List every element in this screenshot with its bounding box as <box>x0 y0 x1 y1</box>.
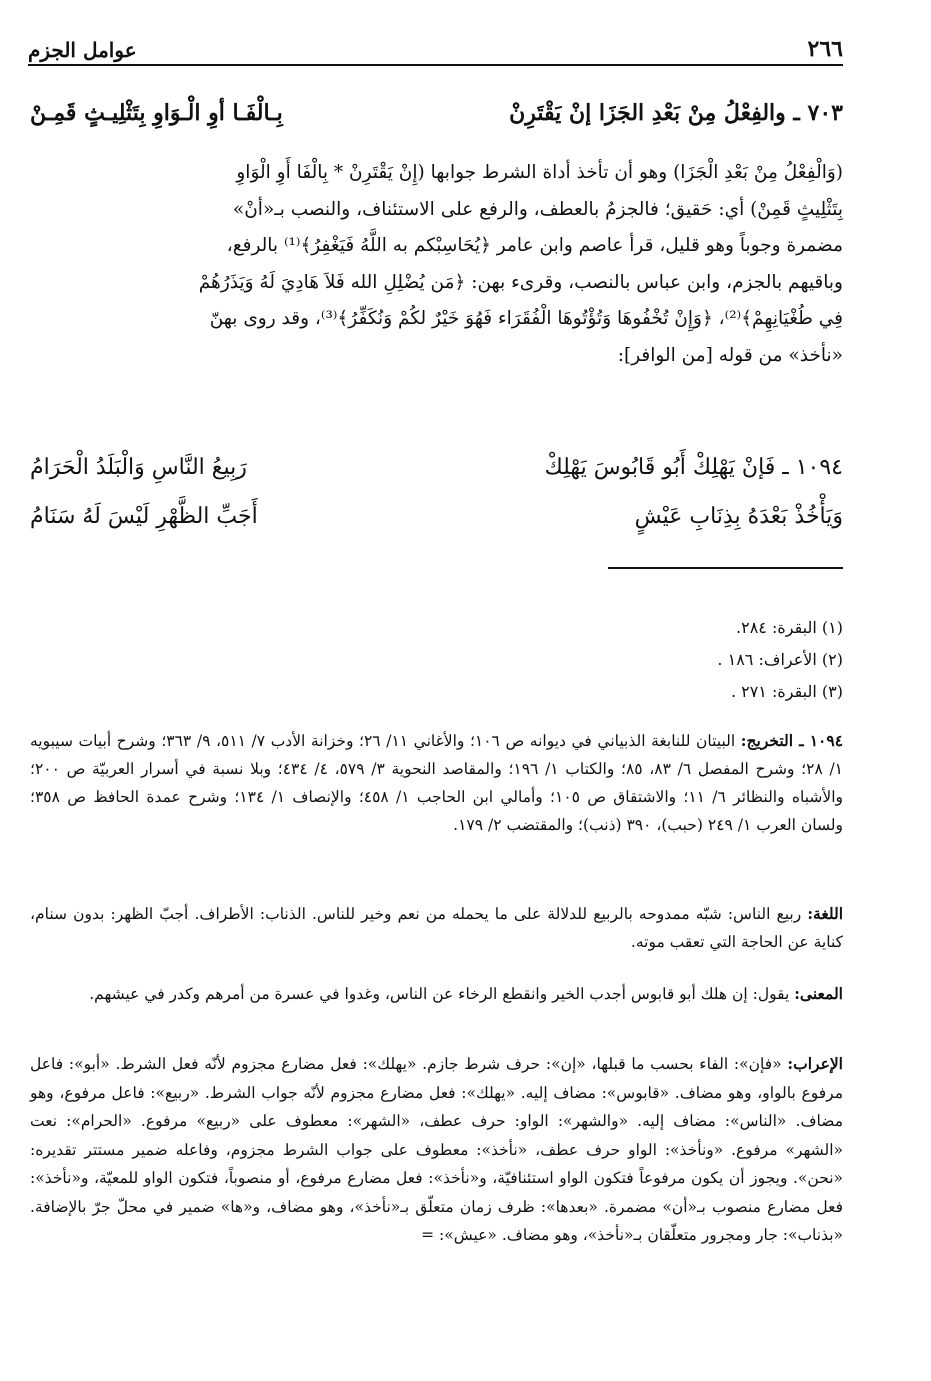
lugha-text: ربيع الناس: شبّه ممدوحه بالربيع للدلالة على ما يحمله من نعم وخير للناس. الذناب: الأطراف. أجبّ الظهر: بدون سنام، كناية عن الحاجة التي تعقب موته. <box>30 905 843 951</box>
lugha-heading: اللغة: <box>807 904 843 923</box>
lugha-note <box>30 900 843 956</box>
commentary-line: وباقيهم بالجزم، وابن عباس بالنصب، وقرىء بهن: ﴿مَن يُضْلِلِ الله فَلاَ هَادِيَ لَهُ وَيَذَرُهُمْ <box>198 271 843 293</box>
alfiyya-verse-703 <box>30 92 843 134</box>
commentary-line: بِتَثْلِيثٍ قَمِنْ) أي: حَقيق؛ فالجزمُ بالعطف، والرفع على الاستئناف، والنصب بـ«أنْ» <box>232 198 843 220</box>
poem-line-2-second-hemistich: أَجَبِّ الظَّهْرِ لَيْسَ لَهُ سَنَامُ <box>30 503 258 529</box>
irab-text: «فإن»: الفاء بحسب ما قبلها، «إن»: حرف شرط جازم. «يهلك»: فعل مضارع مجزوم لأنّه فعل الشرط. «أبو»: فاعل مرفوع بالواو، وهو مضاف. «قابوس»: مضاف إليه. «يهلك»: فعل مضارع مجزوم لأنّه جواب الشرط. «ربيع»: فاعل مرفوع، وهو مضاف. «الناس»: مضاف إليه. «والشهر»: الواو: حرف عطف، «الشهر»: معطوف على «ربيع» مرفوع. «الحرام»: نعت «الشهر» مرفوع. «ونأخذ»: الواو حرف عطف، «نأخذ»: معطوف على جواب الشرط مجزوم، وفاعله ضمير مستتر تقديره: «نحن». ويجوز أن يكون مرفوعاً فتكون الواو استئنافيّة، و«نأخذ»: فعل مضارع مرفوع، أو منصوباً، فتكون الواو للمعيّة، و«نأخذ»: فعل مضارع منصوب بـ«أن» مضمرة. «بعدها»: ظرف زمان متعلّق بـ«نأخذ»، وهو مضاف، و«ها» ضمير في محلّ جرّ بالإضافة. «بذناب»: جار ومجرور متعلّقان بـ«نأخذ»، وهو مضاف. «عيش»: = <box>30 1055 843 1244</box>
poem-verse-line-2 <box>30 496 843 536</box>
verse-703-first-hemistich: ٧٠٣ ـ والفِعْلُ مِنْ بَعْدِ الجَزَا إنْ يَقْتَرِنْ <box>509 100 843 126</box>
poem-verse-line-1 <box>30 447 843 487</box>
takhrij-note <box>30 727 843 839</box>
footnote-2: (٢) الأعراف: ١٨٦ . <box>717 650 843 669</box>
footnote-3: (٣) البقرة: ٢٧١ . <box>730 682 843 701</box>
running-title: عوامل الجزم <box>28 38 137 62</box>
page-header <box>28 30 843 66</box>
poem-line-2-first-hemistich: وَيَأْخُذْ بَعْدَهُ بِذِنَابِ عَيْشٍ <box>634 503 843 529</box>
mana-note <box>30 980 843 1008</box>
mana-text: يقول: إن هلك أبو قابوس أجدب الخير وانقطع الرخاء عن الناس، وغدوا في عسرة من أمرهم وكدر في عيشهم. <box>89 985 790 1003</box>
poem-line-1-first-hemistich: ١٠٩٤ ـ فَإنْ يَهْلِكْ أَبُو قَابُوسَ يَهْلِكْ <box>544 454 843 480</box>
commentary-line: فِي طُغْيَانِهِمْ﴾⁽²⁾، ﴿وَإِنْ تُخْفُوهَا وَتُؤْتُوهَا الْفُقَرَاء فَهُوَ خَيْرٌ لكُمْ وَنُكَفِّرُ﴾⁽³⁾، وقد روى بهنّ <box>209 308 843 329</box>
footnote-1: (١) البقرة: ٢٨٤. <box>736 618 843 637</box>
takhrij-text: البيتان للنابغة الذبياني في ديوانه ص ١٠٦؛ والأغاني ١١/ ٢٦؛ وخزانة الأدب ٧/ ٥١١، ٩/ ٣٦٣؛ وشرح أبيات سيبويه ١/ ٢٨؛ وشرح المفصل ٦/ ٨٣، ٨٥؛ والكتاب ١/ ١٩٦؛ والمقاصد النحوية ٣/ ٥٧٩، ٤/ ٤٣٤؛ وبلا نسبة في أسرار العربيّة ص ٢٠٠؛ والأشباه والنظائر ٦/ ١١؛ والاشتقاق ص ١٠٥؛ وأمالي ابن الحاجب ١/ ٤٥٨؛ والإنصاف ١/ ١٣٤؛ وشرح عمدة الحافظ ص ٣٥٨؛ ولسان العرب ١/ ٢٤٩ (حبب)، ٣٩٠ (ذنب)؛ والمقتضب ٢/ ١٧٩. <box>30 732 843 834</box>
commentary-text <box>30 155 843 374</box>
irab-heading: الإعراب: <box>787 1054 843 1073</box>
commentary-line: (وَالْفِعْلُ مِنْ بَعْدِ الْجَزَا) وهو أن تأخذ أداة الشرط جوابها (إِنْ يَقْتَرِنْ * بِالْفَا أَوِ الْوَاوِ <box>236 162 843 183</box>
commentary-line: «نأخذ» من قوله [من الوافر]: <box>617 344 843 366</box>
footnote-separator <box>608 567 843 569</box>
mana-heading: المعنى: <box>794 984 843 1003</box>
irab-note <box>30 1050 843 1250</box>
page-number: ٢٦٦ <box>807 36 843 62</box>
commentary-line: مضمرة وجوباً وهو قليل، قرأ عاصم وابن عامر ﴿يُحَاسِبْكم به اللَّهُ فَيَغْفِرُ﴾⁽¹⁾ بالرفع، <box>226 235 843 256</box>
poem-line-1-second-hemistich: رَبِيعُ النَّاسِ وَالْبَلَدُ الْحَرَامُ <box>30 454 247 480</box>
verse-703-second-hemistich: بِـالْفَـا أوِ الْـوَاوِ بِتَثْلِيـثٍ قَمِـنْ <box>30 100 283 126</box>
takhrij-heading: ١٠٩٤ ـ التخريج: <box>740 731 844 750</box>
